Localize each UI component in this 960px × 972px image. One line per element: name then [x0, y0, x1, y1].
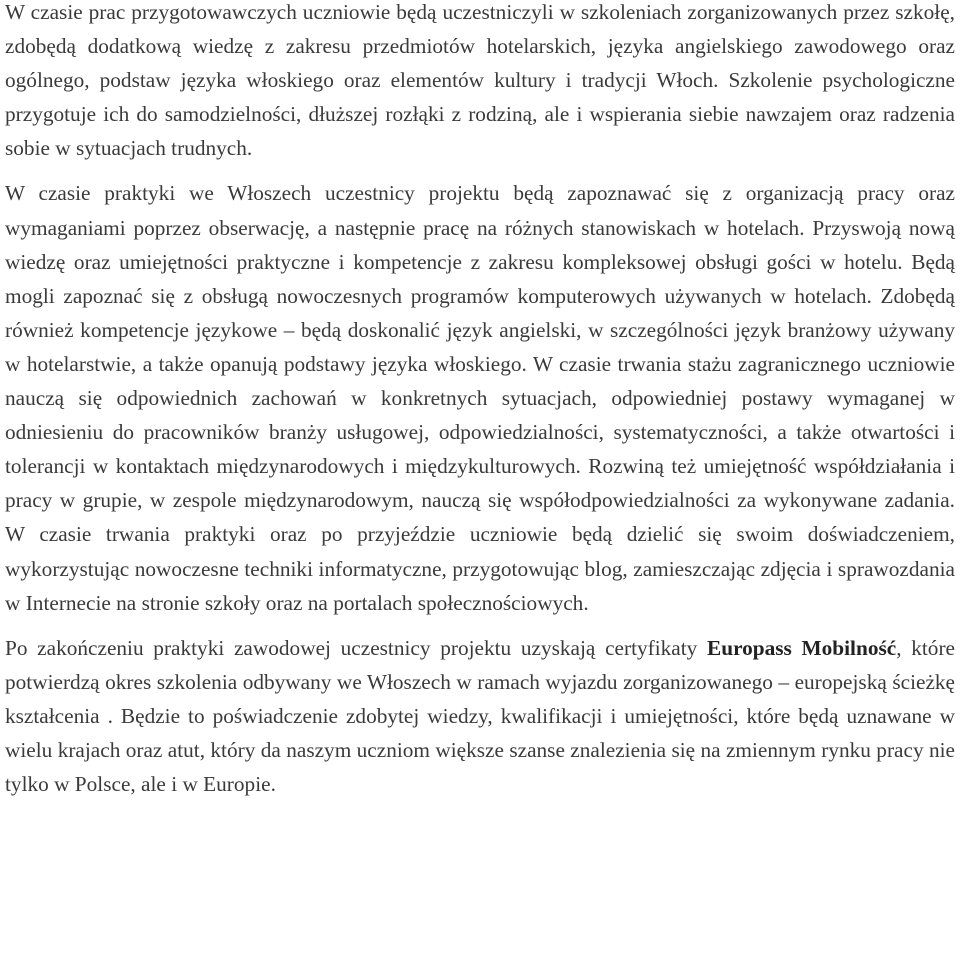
- paragraph-certificates: [5, 631, 955, 801]
- paragraph-certificates-text-before: Po zakończeniu praktyki zawodowej uczestnicy projektu uzyskają certyfikaty: [5, 635, 708, 660]
- paragraph-certificates-text-after: , które potwierdzą okres szkolenia odbywany we Włoszech w ramach wyjazdu zorganizowanego – europejską ścieżkę kształcenia . Będzie to poświadczenie zdobytej wiedzy, kwalifikacji i umiejętności, które będą uznawane w wielu krajach oraz atut, który da naszym uczniom większe szanse znalezienia się na zmiennym rynku pracy nie tylko w Polsce, ale i w Europie.: [5, 635, 955, 797]
- europass-mobility-term: Europass Mobilność: [707, 635, 897, 660]
- document-page: [5, 0, 955, 801]
- paragraph-preparation: W czasie prac przygotowawczych uczniowie będą uczestniczyli w szkoleniach zorganizowanych przez szkołę, zdobędą dodatkową wiedzę z zakresu przedmiotów hotelarskich, języka angielskiego zawodowego oraz ogólnego, podstaw języka włoskiego oraz elementów kultury i tradycji Włoch. Szkolenie psychologiczne przygotuje ich do samodzielności, dłuższej rozłąki z rodziną, ale i wspierania siebie nawzajem oraz radzenia sobie w sytuacjach trudnych.: [5, 0, 955, 161]
- paragraph-internship: W czasie praktyki we Włoszech uczestnicy projektu będą zapoznawać się z organizacją pracy oraz wymaganiami poprzez obserwację, a następnie pracę na różnych stanowiskach w hotelach. Przyswoją nową wiedzę oraz umiejętności praktyczne i kompetencje z zakresu kompleksowej obsługi gości w hotelu. Będą mogli zapoznać się z obsługą nowoczesnych programów komputerowych używanych w hotelach. Zdobędą również kompetencje językowe – będą doskonalić język angielski, w szczególności język branżowy używany w hotelarstwie, a także opanują podstawy języka włoskiego. W czasie trwania stażu zagranicznego uczniowie nauczą się odpowiednich zachowań w konkretnych sytuacjach, odpowiedniej postawy wymaganej w odniesieniu do pracowników branży usługowej, odpowiedzialności, systematyczności, a także otwartości i tolerancji w kontaktach międzynarodowych i międzykulturowych. Rozwiną też umiejętność współdziałania i pracy w grupie, w zespole międzynarodowym, nauczą się współodpowiedzialności za wykonywane zadania. W czasie trwania praktyki oraz po przyjeździe uczniowie będą dzielić się swoim doświadczeniem, wykorzystując nowoczesne techniki informatyczne, przygotowując blog, zamieszczając zdjęcia i sprawozdania w Internecie na stronie szkoły oraz na portalach społecznościowych.: [5, 181, 955, 615]
